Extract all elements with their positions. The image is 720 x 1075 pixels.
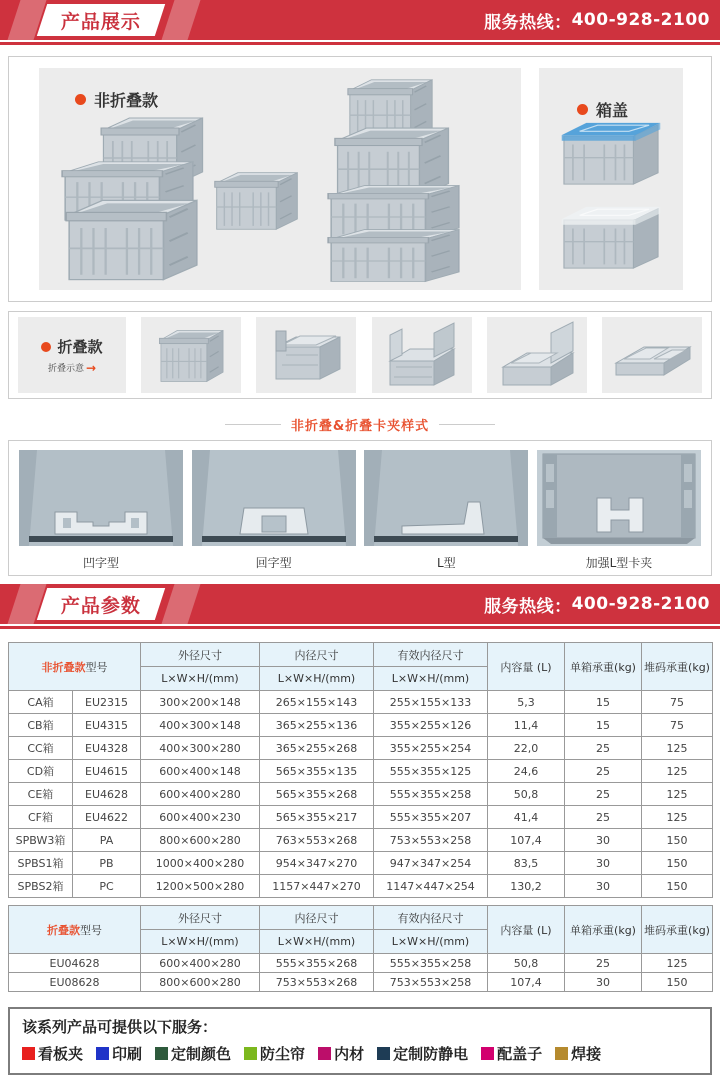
- table-cell: 555×355×258: [374, 783, 488, 806]
- table-cell: 600×400×148: [141, 760, 260, 783]
- table-cell: 800×600×280: [141, 973, 260, 992]
- column-subheader-dims: L×W×H/(mm): [141, 930, 260, 954]
- table-cell: 11,4: [488, 714, 565, 737]
- clamp-l-image: [364, 450, 528, 546]
- table-cell: 25: [565, 783, 642, 806]
- clamp-figure: [19, 450, 183, 575]
- table-cell: 555×355×207: [374, 806, 488, 829]
- table-cell: 30: [565, 875, 642, 898]
- folding-hint: [48, 361, 96, 374]
- table-cell: 50,8: [488, 783, 565, 806]
- clamp-figure: [192, 450, 356, 575]
- clamp-reinforced-l-image: [537, 450, 701, 546]
- table-cell: 150: [642, 973, 713, 992]
- table-cell: SPBS2箱: [9, 875, 73, 898]
- table-cell: 125: [642, 806, 713, 829]
- table-cell: 107,4: [488, 829, 565, 852]
- table-cell: 555×355×125: [374, 760, 488, 783]
- table-cell: 150: [642, 829, 713, 852]
- service-item: [244, 1043, 305, 1064]
- table-cell: 365×255×268: [260, 737, 374, 760]
- service-color-swatch-icon: [318, 1047, 331, 1060]
- service-item: [481, 1043, 542, 1064]
- table-cell: 83,5: [488, 852, 565, 875]
- table-cell: SPBW3箱: [9, 829, 73, 852]
- hotline-number: 400-928-2100: [571, 10, 710, 30]
- banner-underline: [0, 42, 720, 45]
- bullet-icon: [75, 94, 86, 105]
- fold-step-1-image: [141, 317, 241, 393]
- banner-product-params: [0, 584, 720, 624]
- table-cell: 753×553×258: [374, 973, 488, 992]
- table-cell: 22,0: [488, 737, 565, 760]
- table-cell: EU4328: [73, 737, 141, 760]
- table-cell: 265×155×143: [260, 691, 374, 714]
- table-cell: PA: [73, 829, 141, 852]
- service-label: 内材: [334, 1045, 365, 1063]
- service-label: 焊接: [571, 1045, 602, 1063]
- column-header-single-load: 单箱承重(kg): [565, 643, 642, 691]
- nonfolding-panel: [39, 68, 521, 290]
- table-cell: 1000×400×280: [141, 852, 260, 875]
- bullet-icon: [577, 104, 588, 115]
- table-cell: PB: [73, 852, 141, 875]
- table-cell: 107,4: [488, 973, 565, 992]
- banner-title-shape: [37, 4, 165, 36]
- table-row: [9, 875, 713, 898]
- table-cell: 763×553×268: [260, 829, 374, 852]
- service-item: [96, 1043, 142, 1064]
- table-cell: EU4315: [73, 714, 141, 737]
- table-cell: 400×300×148: [141, 714, 260, 737]
- table-cell: 30: [565, 973, 642, 992]
- page-title: 产品展示: [60, 10, 141, 33]
- table-row: [9, 714, 713, 737]
- service-color-swatch-icon: [22, 1047, 35, 1060]
- service-label: 定制颜色: [171, 1045, 232, 1063]
- column-header-model: 非折叠款型号: [9, 643, 141, 691]
- table-cell: 41,4: [488, 806, 565, 829]
- clamp-figure: [537, 450, 701, 575]
- table-cell: 300×200×148: [141, 691, 260, 714]
- column-header-inner: 内径尺寸: [260, 906, 374, 930]
- table-cell: 75: [642, 691, 713, 714]
- table-cell: CD箱: [9, 760, 73, 783]
- table-cell: 1200×500×280: [141, 875, 260, 898]
- service-label: 看板夹: [38, 1045, 84, 1063]
- table-cell: EU04628: [9, 954, 141, 973]
- column-header-capacity: 内容量 (L): [488, 643, 565, 691]
- table-cell: 25: [565, 806, 642, 829]
- clamp-caption: 加强L型卡夹: [585, 556, 653, 570]
- hotline-label: 服务热线：: [484, 596, 572, 617]
- banner-stripe: [160, 0, 203, 40]
- table-cell: 600×400×230: [141, 806, 260, 829]
- table-cell: 50,8: [488, 954, 565, 973]
- table-cell: EU4622: [73, 806, 141, 829]
- product-showcase-section: [8, 56, 712, 302]
- clamp-style-title-row: [0, 415, 720, 434]
- table-cell: CB箱: [9, 714, 73, 737]
- table-row: [9, 691, 713, 714]
- table-cell: EU4628: [73, 783, 141, 806]
- table-cell: 24,6: [488, 760, 565, 783]
- divider-line: [225, 424, 281, 425]
- table-cell: 600×400×280: [141, 954, 260, 973]
- service-item: [155, 1043, 231, 1064]
- column-subheader-dims: L×W×H/(mm): [260, 667, 374, 691]
- lid-label-row: [577, 98, 628, 121]
- divider-line: [439, 424, 495, 425]
- table-cell: 150: [642, 852, 713, 875]
- table-row: [9, 760, 713, 783]
- table-cell: 125: [642, 737, 713, 760]
- service-hotline: [484, 0, 710, 40]
- table-row: [9, 954, 713, 973]
- clamp-figure: [364, 450, 528, 575]
- service-color-swatch-icon: [96, 1047, 109, 1060]
- service-color-swatch-icon: [555, 1047, 568, 1060]
- table-cell: 600×400×280: [141, 783, 260, 806]
- column-header-stack-load: 堆码承重(kg): [642, 906, 713, 954]
- table-row: [9, 737, 713, 760]
- column-header-single-load: 单箱承重(kg): [565, 906, 642, 954]
- table-cell: 753×553×258: [374, 829, 488, 852]
- column-header-effective: 有效内径尺寸: [374, 643, 488, 667]
- table-cell: 400×300×280: [141, 737, 260, 760]
- services-intro: 该系列产品可提供以下服务：: [22, 1018, 218, 1036]
- fold-step-5-image: [602, 317, 702, 393]
- table-row: [9, 829, 713, 852]
- clamp-caption: 凹字型: [82, 556, 119, 570]
- table-cell: 125: [642, 783, 713, 806]
- service-item: [22, 1043, 83, 1064]
- service-color-swatch-icon: [377, 1047, 390, 1060]
- table-cell: 15: [565, 714, 642, 737]
- service-label: 配盖子: [497, 1045, 543, 1063]
- table-cell: 125: [642, 954, 713, 973]
- service-label: 防尘帘: [260, 1045, 306, 1063]
- table-cell: 555×355×268: [260, 954, 374, 973]
- column-header-inner: 内径尺寸: [260, 643, 374, 667]
- table-cell: 5,3: [488, 691, 565, 714]
- clamp-style-title: 非折叠&折叠卡夹样式: [290, 419, 430, 434]
- table-cell: 565×355×217: [260, 806, 374, 829]
- table-cell: EU08628: [9, 973, 141, 992]
- table-cell: SPBS1箱: [9, 852, 73, 875]
- clamp-hui-image: [192, 450, 356, 546]
- service-label: 印刷: [112, 1045, 143, 1063]
- table-cell: 355×255×126: [374, 714, 488, 737]
- table-cell: CF箱: [9, 806, 73, 829]
- fold-step-3-image: [372, 317, 472, 393]
- service-color-swatch-icon: [244, 1047, 257, 1060]
- table-cell: 75: [642, 714, 713, 737]
- table-cell: 365×255×136: [260, 714, 374, 737]
- clamp-concave-image: [19, 450, 183, 546]
- service-item: [377, 1043, 468, 1064]
- service-label: 定制防静电: [393, 1045, 469, 1063]
- folding-label: 折叠款: [57, 338, 103, 356]
- nonfolding-spec-table: [8, 642, 713, 898]
- column-header-capacity: 内容量 (L): [488, 906, 565, 954]
- table-cell: 130,2: [488, 875, 565, 898]
- banner-product-display: [0, 0, 720, 40]
- table-row: [9, 783, 713, 806]
- fold-step-2-image: [256, 317, 356, 393]
- table-cell: CC箱: [9, 737, 73, 760]
- folding-section: [8, 311, 712, 399]
- column-subheader-dims: L×W×H/(mm): [374, 667, 488, 691]
- table-cell: 125: [642, 760, 713, 783]
- table-cell: 255×155×133: [374, 691, 488, 714]
- table-cell: PC: [73, 875, 141, 898]
- column-header-model: 折叠款型号: [9, 906, 141, 954]
- column-subheader-dims: L×W×H/(mm): [374, 930, 488, 954]
- table-cell: 947×347×254: [374, 852, 488, 875]
- banner-underline: [0, 626, 720, 629]
- column-header-effective: 有效内径尺寸: [374, 906, 488, 930]
- table-cell: 1157×447×270: [260, 875, 374, 898]
- table-cell: 355×255×254: [374, 737, 488, 760]
- table-cell: 25: [565, 737, 642, 760]
- arrow-right-icon: →: [85, 360, 97, 375]
- service-color-swatch-icon: [481, 1047, 494, 1060]
- clamp-style-section: [8, 440, 712, 576]
- services-section: [8, 1007, 712, 1075]
- table-cell: 565×355×268: [260, 783, 374, 806]
- table-row: [9, 973, 713, 992]
- service-item: [555, 1043, 601, 1064]
- table-cell: EU4615: [73, 760, 141, 783]
- folding-hint-text: 折叠示意: [47, 364, 84, 374]
- lid-panel: [539, 68, 683, 290]
- table-cell: 25: [565, 760, 642, 783]
- column-header-outer: 外径尺寸: [141, 906, 260, 930]
- lid-label: 箱盖: [596, 101, 629, 120]
- service-color-swatch-icon: [155, 1047, 168, 1060]
- table-cell: CA箱: [9, 691, 73, 714]
- table-cell: 1147×447×254: [374, 875, 488, 898]
- table-cell: 800×600×280: [141, 829, 260, 852]
- table-cell: 150: [642, 875, 713, 898]
- hotline-label: 服务热线：: [484, 12, 572, 33]
- column-subheader-dims: L×W×H/(mm): [260, 930, 374, 954]
- services-list: [22, 1043, 698, 1064]
- nonfolding-label-row: [75, 88, 158, 111]
- table-cell: CE箱: [9, 783, 73, 806]
- banner-stripe: [160, 584, 203, 624]
- column-header-stack-load: 堆码承重(kg): [642, 643, 713, 691]
- table-row: [9, 806, 713, 829]
- folding-label-panel: [18, 317, 126, 393]
- table-cell: 15: [565, 691, 642, 714]
- table-row: [9, 852, 713, 875]
- table-cell: 555×355×258: [374, 954, 488, 973]
- table-cell: 954×347×270: [260, 852, 374, 875]
- clamp-caption: L型: [436, 556, 456, 570]
- service-hotline: [484, 584, 710, 624]
- hotline-number: 400-928-2100: [571, 594, 710, 614]
- clamp-caption: 回字型: [255, 556, 292, 570]
- table-cell: EU2315: [73, 691, 141, 714]
- params-title: 产品参数: [60, 594, 141, 617]
- service-item: [318, 1043, 364, 1064]
- table-cell: 565×355×135: [260, 760, 374, 783]
- table-cell: 753×553×268: [260, 973, 374, 992]
- table-cell: 30: [565, 852, 642, 875]
- folding-spec-table: [8, 905, 713, 992]
- column-subheader-dims: L×W×H/(mm): [141, 667, 260, 691]
- banner-title-shape: [37, 588, 165, 620]
- table-cell: 30: [565, 829, 642, 852]
- bullet-icon: [41, 342, 51, 352]
- nonfolding-label: 非折叠款: [94, 91, 159, 110]
- column-header-outer: 外径尺寸: [141, 643, 260, 667]
- table-cell: 25: [565, 954, 642, 973]
- fold-step-4-image: [487, 317, 587, 393]
